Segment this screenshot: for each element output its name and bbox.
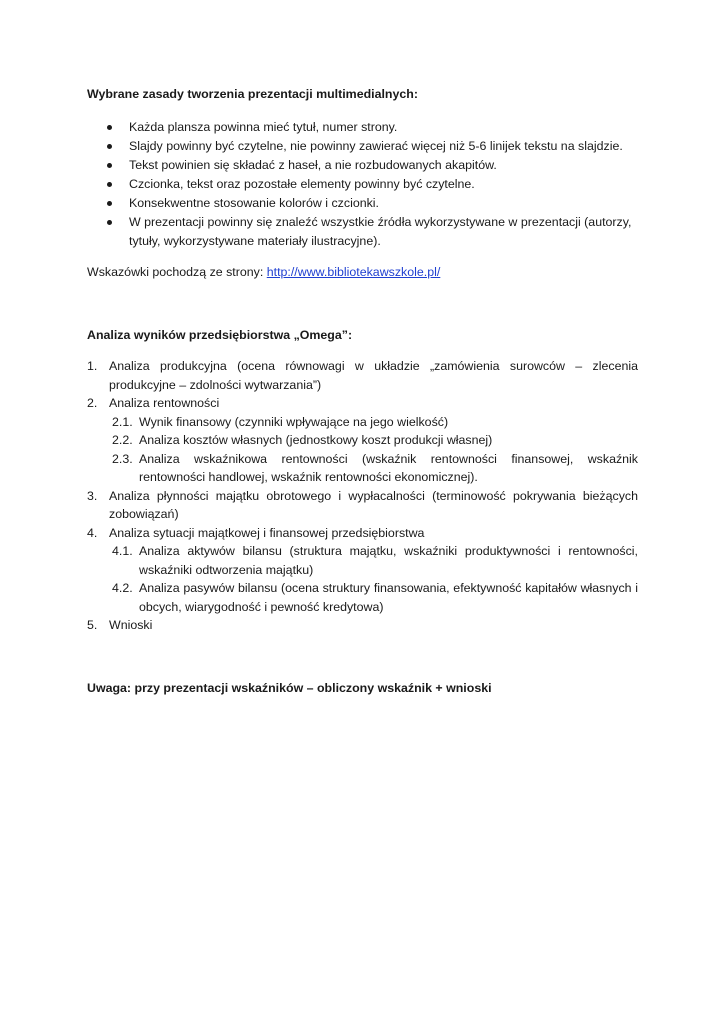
- list-item: [87, 487, 638, 524]
- list-item: [87, 394, 638, 413]
- list-item-text: Wnioski: [109, 618, 153, 632]
- list-item-text: W prezentacji powinny się znaleźć wszystkie źródła wykorzystywane w prezentacji (autorzy, tytuły, wykorzystywane materiały ilustracyjne).: [129, 215, 632, 248]
- document-page: [87, 85, 638, 710]
- sub-list-item-number: 4.2.: [112, 581, 133, 595]
- sub-list-item-number: 2.3.: [112, 451, 133, 466]
- sub-list-item: [87, 579, 638, 616]
- list-item: [87, 524, 638, 543]
- section-heading-presentation-rules: Wybrane zasady tworzenia prezentacji multimedialnych:: [87, 87, 418, 101]
- sub-list-item: [87, 431, 638, 450]
- list-item: [87, 137, 638, 156]
- sub-list-item-text: Wynik finansowy (czynniki wpływające na jego wielkość): [139, 414, 449, 429]
- bullet-icon: [107, 144, 112, 149]
- rules-list: [87, 118, 638, 251]
- list-item: [87, 357, 638, 394]
- list-item-text: Czcionka, tekst oraz pozostałe elementy powinny być czytelne.: [129, 177, 475, 191]
- bullet-icon: [107, 220, 112, 225]
- list-item-text: Każda plansza powinna mieć tytuł, numer strony.: [129, 120, 398, 134]
- bullet-icon: [107, 163, 112, 168]
- sub-list-item: [87, 413, 638, 432]
- list-item-text: Analiza produkcyjna (ocena równowagi w układzie „zamówienia surowców – zlecenia produkcyjne – zdolności wytwarzania”): [109, 359, 638, 392]
- list-item: [87, 156, 638, 175]
- analysis-section: [87, 326, 638, 635]
- list-item-number: 2.: [87, 396, 98, 410]
- source-prefix: Wskazówki pochodzą ze strony:: [87, 265, 267, 279]
- analysis-list: [87, 357, 638, 635]
- list-item-text: Analiza rentowności: [109, 396, 220, 410]
- source-link[interactable]: http://www.bibliotekawszkole.pl/: [266, 265, 441, 279]
- list-item: [87, 213, 638, 251]
- bullet-icon: [107, 201, 112, 206]
- list-item-number: 5.: [87, 618, 98, 632]
- source-line: [87, 263, 638, 282]
- sub-list-item-number: 4.1.: [112, 544, 133, 558]
- sub-list-item-text: Analiza wskaźnikowa rentowności (wskaźnik rentowności finansowej, wskaźnik rentowności handlowej, wskaźnik rentowności ekonomicznej).: [139, 451, 638, 484]
- sub-list-item-text: Analiza aktywów bilansu (struktura majątku, wskaźniki produktywności i rentowności, wskaźniki odtworzenia majątku): [139, 544, 638, 577]
- list-item-text: Slajdy powinny być czytelne, nie powinny zawierać więcej niż 5-6 linijek tekstu na slajdzie.: [129, 139, 623, 153]
- section-heading-analysis: Analiza wyników przedsiębiorstwa „Omega”:: [87, 328, 353, 342]
- sub-list-item: [87, 450, 638, 487]
- list-item: [87, 194, 638, 213]
- list-item: [87, 118, 638, 137]
- list-item: [87, 616, 638, 635]
- sub-list-item-number: 2.1.: [112, 414, 133, 429]
- list-item-number: 1.: [87, 359, 98, 373]
- list-item-number: 3.: [87, 488, 98, 503]
- bullet-icon: [107, 182, 112, 187]
- bullet-icon: [107, 125, 112, 130]
- note-text: Uwaga: przy prezentacji wskaźników – obliczony wskaźnik + wnioski: [87, 680, 492, 695]
- list-item-text: Analiza płynności majątku obrotowego i wypłacalności (terminowość pokrywania bieżących zobowiązań): [109, 488, 638, 521]
- sub-list-item-text: Analiza pasywów bilansu (ocena struktury finansowania, efektywność kapitałów własnych i obcych, wiarygodność i pewność kredytowa): [139, 581, 638, 614]
- list-item-text: Analiza sytuacji majątkowej i finansowej przedsiębiorstwa: [109, 525, 425, 540]
- list-item-text: Tekst powinien się składać z haseł, a nie rozbudowanych akapitów.: [129, 158, 497, 172]
- list-item: [87, 175, 638, 194]
- sub-list-item-number: 2.2.: [112, 433, 133, 447]
- list-item-number: 4.: [87, 525, 98, 540]
- list-item-text: Konsekwentne stosowanie kolorów i czcionki.: [129, 196, 380, 210]
- sub-list-item-text: Analiza kosztów własnych (jednostkowy koszt produkcji własnej): [139, 433, 493, 447]
- sub-list-item: [87, 542, 638, 579]
